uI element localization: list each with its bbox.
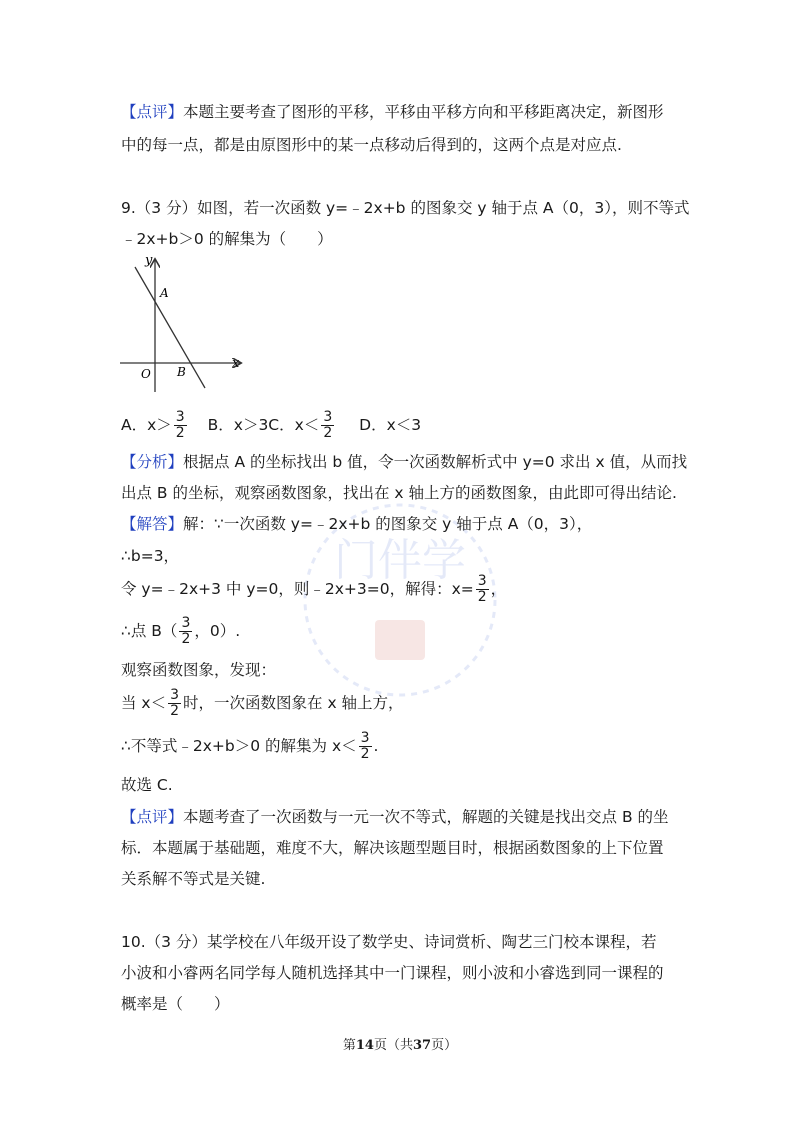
solution-line7-post: . [373, 737, 379, 755]
fraction-numerator: 3 [175, 409, 185, 425]
fraction-numerator: 3 [181, 615, 191, 631]
analysis-line2: 出点 B 的坐标，观察函数图象，找出在 x 轴上方的函数图象，由此即可得出结论. [121, 484, 677, 502]
analysis-line1 [121, 451, 687, 473]
solution-line5: 观察函数图象，发现： [121, 661, 277, 679]
point-a-label: A [160, 286, 169, 300]
fraction [168, 688, 181, 719]
origin-label: O [141, 367, 151, 381]
review-text: 本题考查了一次函数与一元一次不等式，解题的关键是找出交点 B 的坐 [183, 808, 669, 826]
analysis-tag: 【分析】 [121, 453, 184, 471]
option-b-c: B．x＞3C．x＜ [207, 416, 320, 434]
option-d: D．x＜3 [359, 416, 422, 434]
fraction-numerator: 3 [170, 687, 180, 703]
fraction-numerator: 3 [323, 409, 333, 425]
total-pages: 37 [413, 1038, 432, 1053]
q10-line3: 概率是（ ） [121, 995, 230, 1013]
solution-line8: 故选 C. [121, 776, 173, 794]
point-b-label: B [177, 365, 186, 379]
solution-line1 [121, 513, 592, 535]
solution-line3-text: 令 y=﹣2x+3 中 y=0，则﹣2x+3=0，解得：x= [121, 580, 474, 598]
solution-line2: ∴b=3， [121, 547, 180, 565]
q9-stem-line1: 9.（3 分）如图，若一次函数 y=﹣2x+b 的图象交 y 轴于点 A（0，3），则不等式 [121, 199, 690, 217]
review-tag: 【点评】 [121, 808, 184, 826]
y-axis-label: y [145, 253, 153, 268]
solution-line4-post: ，0）. [194, 622, 241, 640]
solution-line3 [121, 572, 506, 606]
q9-stem-line2: ﹣2x+b＞0 的解集为（ ） [121, 230, 333, 248]
fraction [179, 616, 192, 647]
fraction-denominator: 2 [170, 703, 180, 719]
fraction-denominator: 2 [181, 631, 191, 647]
fraction [321, 410, 334, 441]
footer-pre: 第 [342, 1038, 356, 1053]
q10-line2: 小波和小睿两名同学每人随机选择其中一门课程，则小波和小睿选到同一课程的 [121, 964, 664, 982]
solution-line3-end: ， [490, 580, 507, 598]
fraction-denominator: 2 [477, 589, 487, 605]
solution-line4 [121, 614, 240, 648]
review-tag: 【点评】 [121, 103, 184, 121]
footer-mid: 页（共 [373, 1038, 413, 1053]
footer-post: 页） [431, 1038, 458, 1053]
review1-line1 [121, 101, 664, 123]
review-text: 本题主要考查了图形的平移，平移由平移方向和平移距离决定，新图形 [183, 103, 664, 121]
fraction [476, 574, 489, 605]
solution-line6-pre: 当 x＜ [121, 694, 167, 712]
watermark-text: 门伴学 [334, 535, 466, 586]
page-footer [0, 1034, 800, 1053]
analysis-text: 根据点 A 的坐标找出 b 值，令一次函数解析式中 y=0 求出 x 值，从而找 [183, 453, 688, 471]
x-axis-label: x [232, 356, 240, 371]
solution-line4-pre: ∴点 B（ [121, 622, 178, 640]
solution-line7-pre: ∴不等式﹣2x+b＞0 的解集为 x＜ [121, 737, 357, 755]
function-graph [115, 252, 250, 397]
page-number: 14 [355, 1038, 374, 1053]
solution-line6 [121, 686, 404, 720]
option-a: A．x＞ [121, 416, 172, 434]
fraction-numerator: 3 [360, 730, 370, 746]
review2-line3: 关系解不等式是关键. [121, 870, 266, 888]
q9-options [121, 410, 421, 441]
review2-line1 [121, 806, 669, 828]
fraction [174, 410, 187, 441]
q10-line1: 10.（3 分）某学校在八年级开设了数学史、诗词赏析、陶艺三门校本课程，若 [121, 933, 657, 951]
fraction-denominator: 2 [360, 746, 370, 762]
review2-line2: 标．本题属于基础题，难度不大，解决该题型题目时，根据函数图象的上下位置 [121, 839, 664, 857]
solution-tag: 【解答】 [121, 515, 184, 533]
fraction-numerator: 3 [477, 573, 487, 589]
solution-text: 解：∵一次函数 y=﹣2x+b 的图象交 y 轴于点 A（0，3）， [183, 515, 593, 533]
fraction-denominator: 2 [323, 425, 333, 441]
solution-line6-post: 时，一次函数图象在 x 轴上方， [183, 694, 404, 712]
review1-line2: 中的每一点，都是由原图形中的某一点移动后得到的，这两个点是对应点. [121, 136, 622, 154]
fraction [359, 731, 372, 762]
solution-line7 [121, 729, 378, 763]
fraction-denominator: 2 [175, 425, 185, 441]
